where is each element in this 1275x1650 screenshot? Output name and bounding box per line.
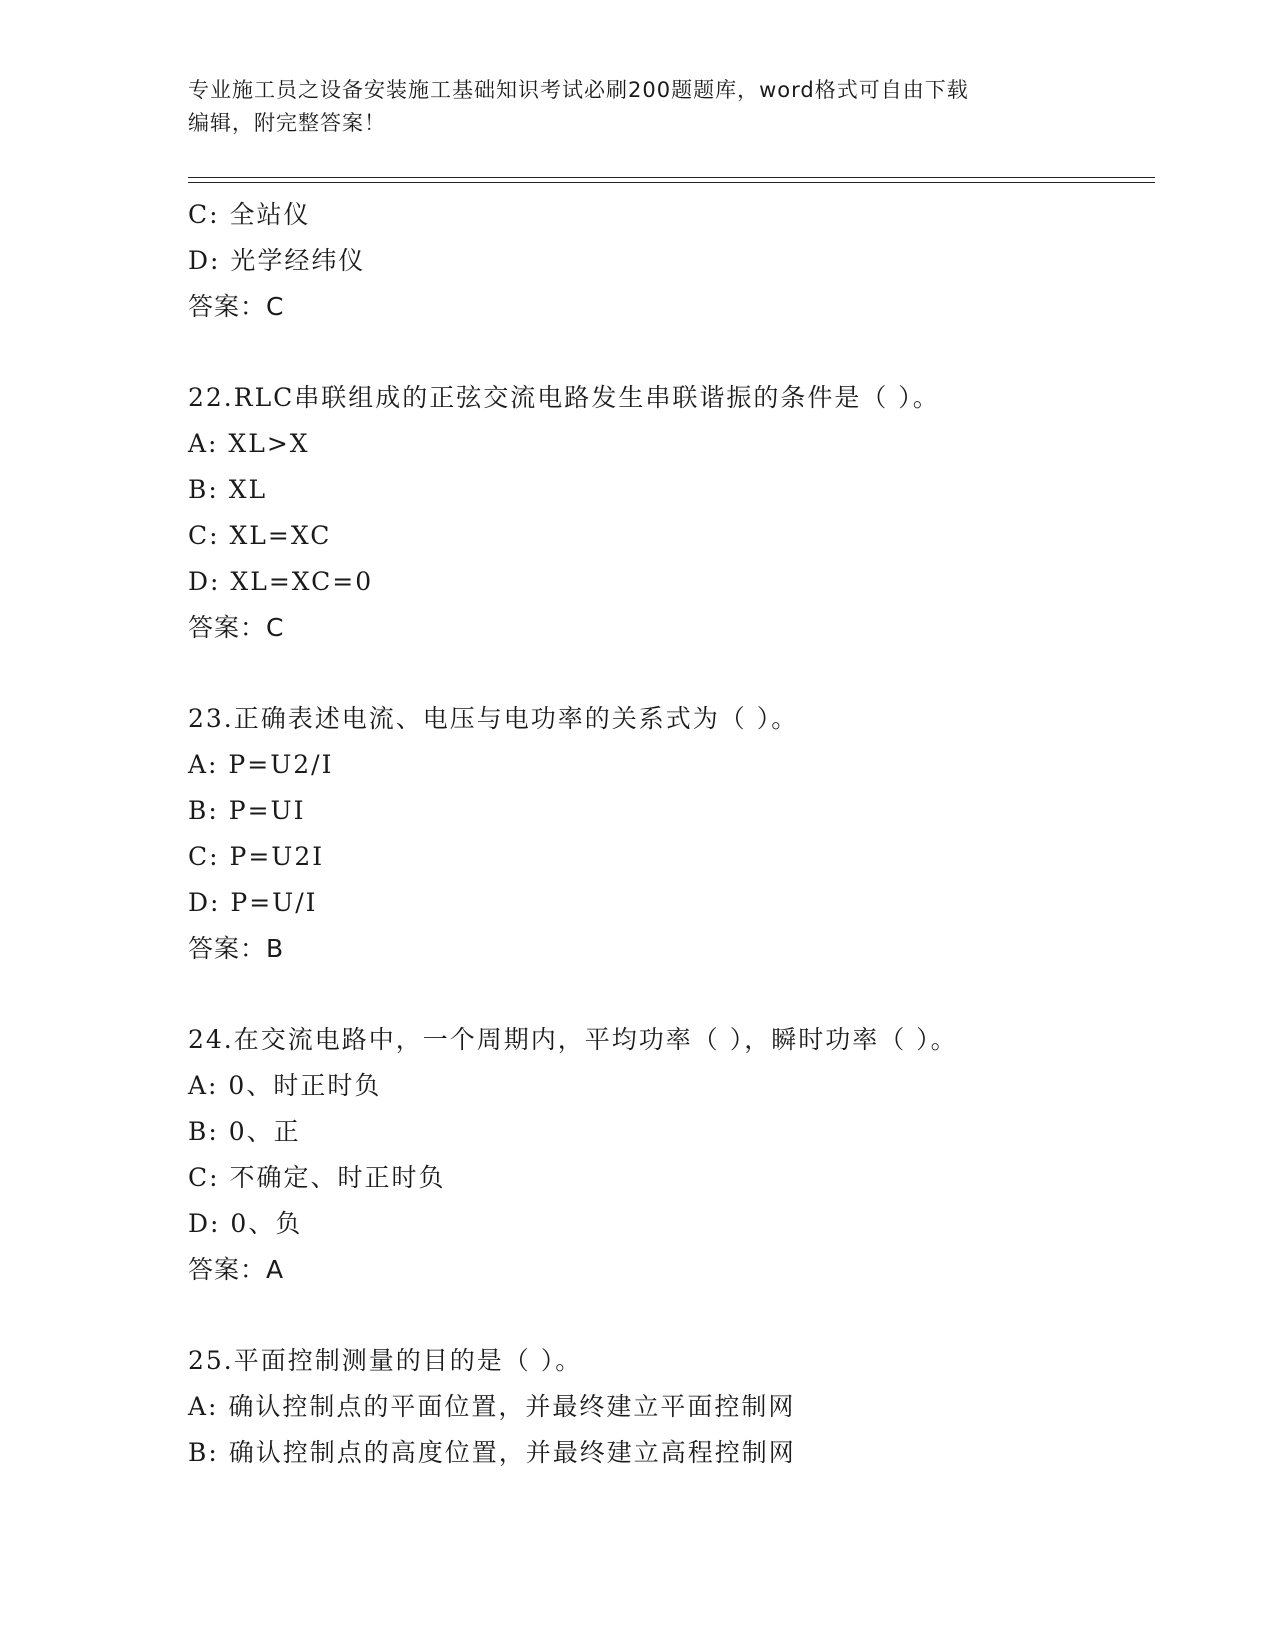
answer-line: 答案：B	[188, 934, 285, 963]
option-a: A: 确认控制点的平面位置，并最终建立平面控制网	[188, 1392, 796, 1421]
option-a: A: P=U2/I	[188, 750, 334, 779]
spacer	[188, 1293, 1148, 1338]
spacer	[188, 651, 1148, 696]
option-d: D: XL=XC=0	[188, 567, 374, 596]
option-c: C: 不确定、时正时负	[188, 1163, 446, 1192]
option-d: D: P=U/I	[188, 888, 318, 917]
option-b: B: 0、正	[188, 1117, 301, 1146]
question-23	[188, 696, 1148, 972]
option-a: A: XL>X	[188, 429, 310, 458]
question-stem: 22.RLC串联组成的正弦交流电路发生串联谐振的条件是（ ）。	[188, 383, 940, 412]
header-divider-bottom	[188, 182, 1155, 183]
question-stem: 23.正确表述电流、电压与电功率的关系式为（ ）。	[188, 704, 799, 733]
option-a: A: 0、时正时负	[188, 1071, 382, 1100]
header-divider-top	[188, 177, 1155, 178]
spacer	[188, 972, 1148, 1017]
question-24	[188, 1017, 1148, 1293]
option-b: B: 确认控制点的高度位置，并最终建立高程控制网	[188, 1438, 796, 1467]
question-stem: 24.在交流电路中，一个周期内，平均功率（ ），瞬时功率（ ）。	[188, 1025, 958, 1054]
option-d: D: 光学经纬仪	[188, 246, 366, 275]
question-list	[188, 192, 1148, 1476]
header-line-1: 专业施工员之设备安装施工基础知识考试必刷200题题库，word格式可自由下载	[188, 78, 969, 102]
answer-line: 答案：A	[188, 1255, 285, 1284]
question-21-tail	[188, 192, 1148, 330]
answer-line: 答案：C	[188, 613, 285, 642]
document-header	[188, 74, 1088, 140]
option-b: B: P=UI	[188, 796, 306, 825]
question-25	[188, 1338, 1148, 1476]
option-c: C: P=U2I	[188, 842, 325, 871]
spacer	[188, 330, 1148, 375]
option-c: C: XL=XC	[188, 521, 332, 550]
option-d: D: 0、负	[188, 1209, 303, 1238]
answer-line: 答案：C	[188, 292, 285, 321]
question-22	[188, 375, 1148, 651]
option-b: B: XL	[188, 475, 268, 504]
header-line-2: 编辑，附完整答案！	[188, 111, 386, 135]
option-c: C: 全站仪	[188, 200, 311, 229]
question-stem: 25.平面控制测量的目的是（ ）。	[188, 1346, 583, 1375]
